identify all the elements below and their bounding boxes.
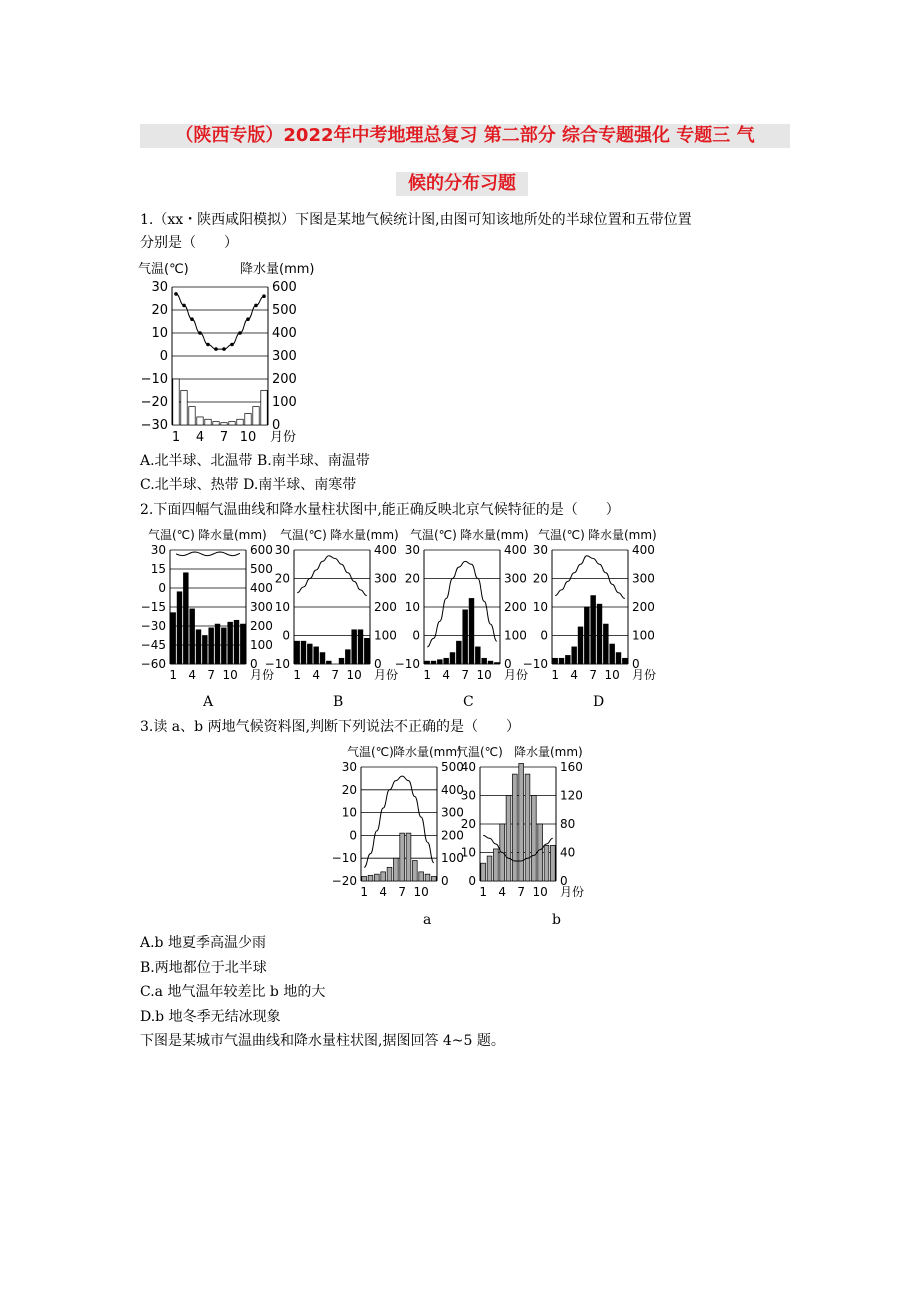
temp-tick-label: 0 (159, 349, 168, 364)
precip-bar-month-9 (412, 860, 417, 881)
month-tick-label: 7 (461, 668, 469, 682)
temp-tick-label: 0 (282, 628, 290, 643)
precip-tick-label: 300 (272, 349, 297, 364)
q3-stem: 3.读 a、b 两地气候资料图,判断下列说法不正确的是（ ） (140, 719, 521, 735)
month-axis-label: 月份 (504, 668, 529, 682)
temp-tick-label: 20 (404, 571, 420, 586)
month-tick-label: 10 (604, 668, 620, 682)
temp-axis-label: 气温(℃) (347, 745, 394, 759)
month-tick-label: 7 (398, 885, 406, 899)
month-tick-label: 4 (442, 668, 450, 682)
precip-tick-label: 600 (250, 543, 273, 557)
precip-bar-month-1 (481, 863, 486, 881)
temp-tick-label: −45 (140, 638, 166, 652)
precip-axis-label: 降水量(mm) (393, 745, 462, 759)
precip-bar-month-5 (205, 419, 211, 425)
month-tick-label: 4 (195, 430, 205, 445)
q3-chart-a (333, 741, 475, 901)
precip-tick-label: 120 (560, 788, 583, 803)
precip-bar-month-9 (603, 624, 608, 664)
month-tick-label: 10 (413, 885, 429, 899)
precip-axis-label: 降水量(mm) (240, 262, 315, 277)
q3-option-d: D.b 地冬季无结冰现象 (140, 1009, 281, 1025)
precip-bar-month-6 (456, 641, 461, 664)
precip-bar-month-11 (234, 620, 239, 664)
temp-axis-label: 气温(℃) (538, 528, 585, 542)
temp-tick-label: 30 (532, 543, 548, 557)
month-tick-label: 7 (219, 430, 229, 445)
q3-option-c: C.a 地气温年较差比 b 地的大 (140, 984, 326, 1000)
temp-tick-label: −10 (331, 851, 357, 866)
precip-bar-month-6 (213, 422, 219, 425)
precip-bar-month-3 (183, 573, 188, 664)
precip-tick-label: 300 (441, 805, 464, 820)
temp-tick-label: 0 (349, 828, 357, 843)
temperature-point-month-4 (198, 331, 202, 335)
month-tick-label: 7 (331, 668, 339, 682)
temp-tick-label: 10 (532, 600, 548, 614)
month-axis-label: 月份 (560, 885, 585, 899)
precip-bar-month-7 (463, 610, 468, 664)
temp-tick-label: −20 (140, 395, 168, 410)
precip-bar-month-1 (171, 613, 176, 664)
temp-tick-label: 20 (274, 571, 290, 586)
temperature-curve (297, 556, 367, 596)
temp-tick-label: 10 (274, 600, 290, 614)
precip-axis-label: 降水量(mm) (514, 745, 583, 759)
precip-tick-label: 500 (250, 562, 273, 576)
temp-tick-label: 30 (150, 543, 166, 557)
precip-bar-month-2 (181, 391, 187, 426)
temperature-point-month-9 (238, 331, 242, 335)
temp-tick-label: 0 (540, 628, 548, 643)
temp-tick-label: −10 (522, 657, 548, 671)
q2-chart-b (264, 524, 404, 689)
precip-bar-month-11 (253, 407, 259, 425)
temperature-point-month-7 (222, 347, 226, 351)
precip-bar-month-6 (512, 774, 517, 881)
precip-bar-month-1 (173, 379, 179, 425)
month-tick-label: 10 (222, 668, 238, 682)
temp-tick-label: 20 (460, 817, 476, 831)
temp-tick-label: 20 (151, 303, 168, 318)
precip-tick-label: 0 (272, 418, 281, 433)
temp-tick-label: 30 (460, 788, 476, 803)
precip-bar-month-8 (525, 774, 530, 881)
q2-stem: 2.下面四幅气温曲线和降水量柱状图中,能正确反映北京气候特征的是（ ） (140, 502, 620, 518)
precip-tick-label: 40 (560, 845, 576, 860)
month-tick-label: 7 (517, 885, 525, 899)
precip-tick-label: 200 (272, 372, 297, 387)
temp-tick-label: −10 (394, 657, 420, 671)
month-tick-label: 1 (479, 885, 487, 899)
precip-tick-label: 0 (504, 657, 512, 671)
precip-bar-month-9 (237, 419, 243, 425)
precip-tick-label: 400 (441, 782, 464, 797)
q2-chart-c (394, 524, 534, 689)
temperature-point-month-11 (254, 304, 258, 308)
precip-bar-month-7 (400, 833, 405, 881)
temperature-curve (555, 556, 625, 599)
precip-tick-label: 160 (560, 760, 583, 774)
precip-bar-month-11 (488, 661, 493, 664)
month-tick-label: 10 (239, 430, 257, 445)
temperature-point-month-6 (214, 347, 218, 351)
precip-tick-label: 200 (441, 828, 464, 843)
precip-tick-label: 200 (504, 600, 527, 614)
precip-axis-label: 降水量(mm) (198, 528, 267, 542)
precip-bar-month-7 (591, 596, 596, 664)
temp-tick-label: 30 (151, 280, 168, 295)
temp-tick-label: 10 (151, 326, 168, 341)
q3-caption-a: a (423, 912, 432, 928)
precip-tick-label: 200 (632, 600, 655, 614)
month-axis-label: 月份 (270, 430, 297, 445)
month-tick-label: 4 (570, 668, 578, 682)
temp-axis-label: 气温(℃) (280, 528, 327, 542)
q45-intro: 下图是某城市气温曲线和降水量柱状图,据图回答 4~5 题。 (140, 1033, 505, 1049)
temp-tick-label: −30 (140, 418, 168, 433)
precip-tick-label: 0 (374, 657, 382, 671)
precip-bar-month-10 (610, 644, 615, 664)
q2-caption-b: B (333, 694, 344, 710)
q1-options-line2: C.北半球、热带 D.南半球、南寒带 (140, 477, 357, 493)
precip-tick-label: 400 (250, 581, 273, 595)
temperature-point-month-12 (262, 294, 266, 298)
precip-tick-label: 100 (250, 638, 273, 652)
precip-bar-month-1 (295, 641, 300, 664)
month-tick-label: 1 (551, 668, 559, 682)
precip-bar-month-4 (444, 658, 449, 664)
month-tick-label: 1 (171, 430, 181, 445)
q2-caption-d: D (593, 694, 605, 710)
precip-bar-month-2 (301, 641, 306, 664)
precip-bar-month-8 (406, 833, 411, 881)
precip-bar-month-8 (469, 598, 474, 664)
precip-axis-label: 降水量(mm) (330, 528, 399, 542)
temp-tick-label: −60 (140, 657, 166, 671)
temp-tick-label: 0 (412, 628, 420, 643)
precip-bar-month-6 (326, 661, 331, 664)
precip-bar-month-5 (450, 653, 455, 664)
precip-bar-month-9 (531, 796, 536, 882)
precip-bar-month-7 (519, 763, 524, 881)
precip-bar-month-1 (553, 658, 558, 664)
precip-tick-label: 100 (441, 851, 464, 866)
temp-tick-label: −10 (264, 657, 290, 671)
precip-bar-month-10 (419, 872, 424, 881)
precip-bar-month-4 (381, 872, 386, 881)
precip-bar-month-3 (493, 849, 498, 881)
precip-bar-month-1 (362, 876, 367, 881)
q3-chart-b (458, 741, 596, 901)
q1-climate-chart (130, 255, 330, 445)
temp-tick-label: 30 (341, 760, 357, 774)
precip-bar-month-10 (482, 658, 487, 664)
temperature-curve (176, 552, 240, 556)
precip-bar-month-11 (544, 845, 549, 881)
temp-axis-label: 气温(℃) (138, 262, 189, 277)
precip-bar-month-3 (374, 874, 379, 881)
precip-bar-month-3 (189, 407, 195, 425)
precip-bar-month-4 (572, 647, 577, 664)
precip-bar-month-12 (550, 845, 555, 881)
q2-chart-a (140, 524, 275, 689)
precip-bar-month-2 (177, 592, 182, 664)
month-axis-label: 月份 (250, 668, 275, 682)
temp-tick-label: 15 (150, 562, 166, 576)
precip-tick-label: 100 (272, 395, 297, 410)
precip-tick-label: 500 (272, 303, 297, 318)
month-tick-label: 4 (312, 668, 320, 682)
precip-bar-month-3 (307, 644, 312, 664)
month-tick-label: 4 (498, 885, 506, 899)
temperature-point-month-3 (190, 317, 194, 321)
temp-tick-label: 10 (404, 600, 420, 614)
precip-bar-month-8 (597, 604, 602, 664)
precip-bar-month-8 (229, 422, 235, 425)
precip-tick-label: 100 (504, 628, 527, 643)
precip-tick-label: 400 (632, 543, 655, 557)
precip-tick-label: 80 (560, 817, 576, 831)
month-tick-label: 1 (169, 668, 177, 682)
precip-bar-month-8 (215, 624, 220, 664)
precip-bar-month-2 (431, 661, 436, 664)
precip-bar-month-6 (584, 607, 589, 664)
precip-bar-month-1 (425, 661, 430, 664)
precip-bar-month-2 (559, 658, 564, 664)
precip-bar-month-5 (578, 627, 583, 664)
month-tick-label: 4 (188, 668, 196, 682)
precip-bar-month-11 (425, 874, 430, 881)
temperature-point-month-2 (182, 304, 186, 308)
document-title-line2: 候的分布习题 (396, 172, 528, 196)
precip-bar-month-10 (245, 414, 251, 426)
temp-axis-label: 气温(℃) (456, 745, 503, 759)
q2-caption-a: A (203, 694, 214, 710)
month-tick-label: 1 (423, 668, 431, 682)
month-tick-label: 1 (293, 668, 301, 682)
month-tick-label: 4 (379, 885, 387, 899)
precip-axis-label: 降水量(mm) (460, 528, 529, 542)
precip-bar-month-12 (431, 876, 436, 881)
month-tick-label: 10 (532, 885, 548, 899)
precip-bar-month-11 (616, 653, 621, 664)
q1-options-line1: A.北半球、北温带 B.南半球、南温带 (140, 453, 370, 469)
precip-tick-label: 0 (560, 874, 568, 888)
precip-tick-label: 0 (250, 657, 258, 671)
precip-bar-month-5 (506, 796, 511, 882)
month-tick-label: 7 (589, 668, 597, 682)
precip-bar-month-6 (202, 636, 207, 665)
month-tick-label: 1 (360, 885, 368, 899)
precip-bar-month-5 (320, 653, 325, 664)
q1-stem-line2: 分别是（ ） (140, 235, 238, 251)
precip-bar-month-7 (209, 628, 214, 664)
precip-tick-label: 100 (374, 628, 397, 643)
precip-tick-label: 500 (441, 760, 464, 774)
temp-tick-label: 20 (341, 782, 357, 797)
precip-bar-month-10 (228, 622, 233, 664)
precip-tick-label: 400 (272, 326, 297, 341)
precip-bar-month-12 (622, 658, 627, 664)
month-tick-label: 10 (476, 668, 492, 682)
precip-tick-label: 300 (374, 571, 397, 586)
precip-bar-month-7 (221, 423, 227, 425)
precip-bar-month-4 (190, 609, 195, 664)
temp-tick-label: −10 (140, 372, 168, 387)
temp-tick-label: 0 (468, 874, 476, 888)
precip-bar-month-6 (393, 858, 398, 881)
temp-tick-label: −30 (140, 619, 166, 633)
precip-tick-label: 0 (632, 657, 640, 671)
precip-bar-month-2 (487, 856, 492, 881)
temperature-point-month-10 (246, 317, 250, 321)
temperature-point-month-8 (230, 343, 234, 347)
temperature-curve (176, 294, 264, 349)
precip-bar-month-9 (221, 628, 226, 664)
month-tick-label: 10 (346, 668, 362, 682)
temp-tick-label: −15 (140, 600, 166, 614)
precip-bar-month-11 (358, 630, 363, 664)
precip-tick-label: 0 (441, 874, 449, 888)
temperature-point-month-1 (174, 292, 178, 296)
temp-tick-label: 0 (158, 581, 166, 595)
q3-caption-b: b (552, 912, 561, 928)
precip-bar-month-8 (339, 658, 344, 664)
temp-tick-label: −20 (331, 874, 357, 888)
temp-axis-label: 气温(℃) (148, 528, 195, 542)
q3-option-a: A.b 地夏季高温少雨 (140, 935, 266, 951)
temp-tick-label: 40 (460, 760, 476, 774)
month-axis-label: 月份 (632, 668, 657, 682)
precip-tick-label: 100 (632, 628, 655, 643)
temperature-curve (427, 561, 497, 647)
precip-bar-month-5 (387, 867, 392, 881)
precip-bar-month-12 (261, 391, 267, 426)
precip-bar-month-9 (345, 650, 350, 664)
precip-bar-month-12 (364, 638, 369, 664)
precip-bar-month-3 (565, 655, 570, 664)
q1-stem-line1: 1.（xx・陕西咸阳模拟）下图是某地气候统计图,由图可知该地所处的半球位置和五带位置 (140, 212, 692, 228)
precip-bar-month-2 (368, 875, 373, 881)
q2-caption-c: C (463, 694, 474, 710)
precip-bar-month-12 (240, 624, 245, 664)
precip-tick-label: 600 (272, 280, 297, 295)
document-title-line1: （陕西专版）2022年中考地理总复习 第二部分 综合专题强化 专题三 气 (140, 124, 790, 148)
precip-axis-label: 降水量(mm) (588, 528, 657, 542)
precip-bar-month-5 (196, 630, 201, 664)
temperature-point-month-5 (206, 343, 210, 347)
precip-bar-month-9 (475, 647, 480, 664)
month-tick-label: 7 (207, 668, 215, 682)
precip-bar-month-10 (352, 630, 357, 664)
precip-tick-label: 200 (374, 600, 397, 614)
precip-tick-label: 300 (250, 600, 273, 614)
precip-bar-month-3 (437, 660, 442, 664)
precip-bar-month-10 (538, 824, 543, 881)
temp-axis-label: 气温(℃) (410, 528, 457, 542)
temp-tick-label: 30 (404, 543, 420, 557)
temp-tick-label: 10 (341, 805, 357, 820)
month-axis-label: 月份 (374, 668, 399, 682)
precip-bar-month-4 (314, 647, 319, 664)
temp-tick-label: 20 (532, 571, 548, 586)
precip-bar-month-12 (494, 663, 499, 664)
precip-tick-label: 300 (632, 571, 655, 586)
precip-tick-label: 200 (250, 619, 273, 633)
precip-tick-label: 400 (504, 543, 527, 557)
q3-option-b: B.两地都位于北半球 (140, 960, 267, 976)
temp-tick-label: 30 (274, 543, 290, 557)
temp-tick-label: 10 (460, 845, 476, 860)
precip-tick-label: 400 (374, 543, 397, 557)
q2-chart-d (522, 524, 662, 689)
precip-bar-month-4 (197, 417, 203, 425)
precip-tick-label: 300 (504, 571, 527, 586)
